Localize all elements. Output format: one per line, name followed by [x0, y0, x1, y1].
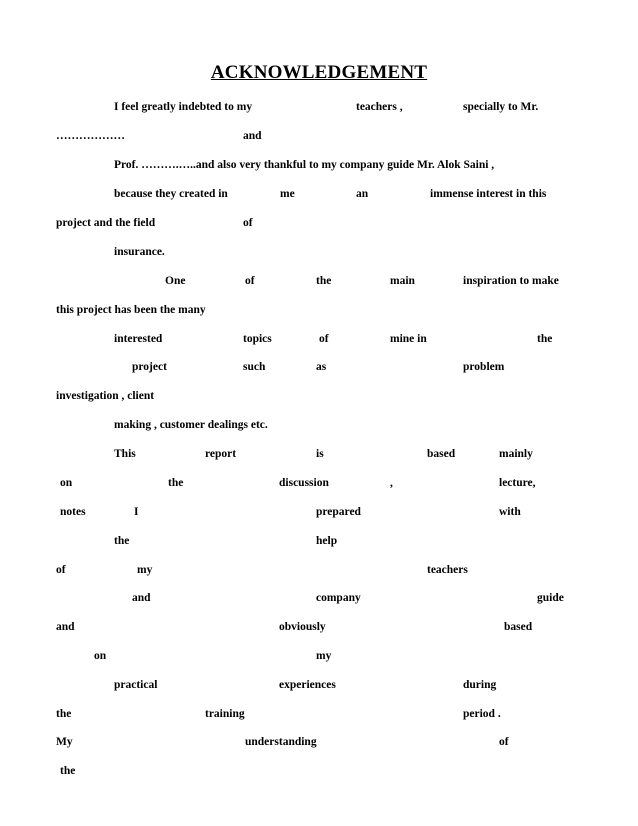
text-line-14-segment-2: the	[168, 477, 184, 489]
text-line-8-segment-1: this project has been the many	[56, 304, 206, 316]
text-line-13-segment-4: based	[427, 448, 456, 460]
text-line-14-segment-5: lecture,	[499, 477, 536, 489]
text-line-18-segment-3: guide	[537, 592, 564, 604]
text-line-18-segment-2: company	[316, 592, 361, 604]
text-line-14-segment-4: ,	[390, 477, 393, 489]
text-line-9-segment-4: mine in	[390, 333, 427, 345]
text-line-9-segment-2: topics	[243, 333, 272, 345]
text-line-4-segment-4: immense interest in this	[430, 188, 547, 200]
text-line-19-segment-3: based	[504, 621, 533, 633]
text-line-2-segment-1: ………………	[56, 130, 125, 142]
text-line-13-segment-1: This	[114, 448, 136, 460]
text-line-7-segment-3: the	[316, 275, 332, 287]
text-line-15-segment-1: notes	[60, 506, 86, 518]
text-line-17-segment-2: my	[137, 564, 153, 576]
text-line-7-segment-2: of	[245, 275, 255, 287]
text-line-16-segment-1: the	[114, 535, 130, 547]
text-line-7-segment-4: main	[390, 275, 415, 287]
text-line-1-segment-1: I feel greatly indebted to my	[114, 101, 253, 113]
text-line-7-segment-1: One	[165, 275, 186, 287]
text-line-10-segment-2: such	[243, 361, 266, 373]
text-line-6-segment-1: insurance.	[114, 246, 165, 258]
text-line-19-segment-1: and	[56, 621, 75, 633]
text-line-4-segment-2: me	[280, 188, 295, 200]
text-line-4-segment-3: an	[356, 188, 369, 200]
text-line-10-segment-1: project	[132, 361, 167, 373]
text-line-20-segment-1: on	[94, 650, 107, 662]
text-line-2-segment-2: and	[243, 130, 262, 142]
text-line-16-segment-2: help	[316, 535, 338, 547]
text-line-1-segment-2: teachers ,	[356, 101, 403, 113]
text-line-17-segment-1: of	[56, 564, 66, 576]
text-line-20-segment-2: my	[316, 650, 332, 662]
text-line-15-segment-3: prepared	[316, 506, 361, 518]
text-line-21-segment-3: during	[463, 679, 497, 691]
text-line-23-segment-1: My	[56, 736, 73, 748]
text-line-15-segment-2: I	[134, 506, 139, 518]
text-line-13-segment-5: mainly	[499, 448, 533, 460]
page-title: ACKNOWLEDGEMENT	[210, 62, 428, 83]
text-line-1-segment-3: specially to Mr.	[463, 101, 539, 113]
text-line-9-segment-3: of	[319, 333, 329, 345]
text-line-22-segment-2: training	[205, 708, 245, 720]
text-line-3-segment-1: Prof. ……….…..and also very thankful to my company guide Mr. Alok Saini ,	[114, 159, 495, 171]
text-line-17-segment-3: teachers	[427, 564, 468, 576]
text-line-21-segment-2: experiences	[279, 679, 336, 691]
text-line-21-segment-1: practical	[114, 679, 158, 691]
text-line-22-segment-1: the	[56, 708, 72, 720]
text-line-7-segment-5: inspiration to make	[463, 275, 559, 287]
text-line-9-segment-1: interested	[114, 333, 163, 345]
text-line-23-segment-3: of	[499, 736, 509, 748]
text-line-12-segment-1: making , customer dealings etc.	[114, 419, 268, 431]
text-line-15-segment-4: with	[499, 506, 521, 518]
text-line-5-segment-2: of	[243, 217, 253, 229]
text-line-9-segment-5: the	[537, 333, 553, 345]
text-line-19-segment-2: obviously	[279, 621, 326, 633]
text-line-24-segment-1: the	[60, 765, 76, 777]
text-line-11-segment-1: investigation , client	[56, 390, 155, 402]
text-line-13-segment-3: is	[316, 448, 324, 460]
text-line-18-segment-1: and	[132, 592, 151, 604]
text-line-14-segment-3: discussion	[279, 477, 329, 489]
text-line-10-segment-3: as	[316, 361, 327, 373]
text-line-4-segment-1: because they created in	[114, 188, 228, 200]
text-line-23-segment-2: understanding	[245, 736, 317, 748]
text-line-10-segment-4: problem	[463, 361, 505, 373]
text-line-22-segment-3: period .	[463, 708, 501, 720]
text-line-14-segment-1: on	[60, 477, 73, 489]
text-line-13-segment-2: report	[205, 448, 237, 460]
text-line-5-segment-1: project and the field	[56, 217, 156, 229]
